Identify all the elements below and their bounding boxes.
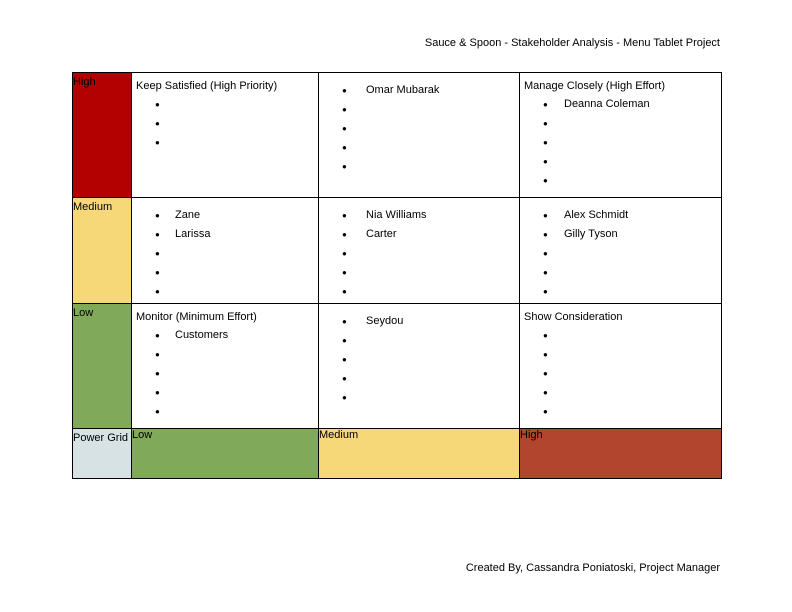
interest-label-high: High [73, 73, 132, 198]
power-grid-row [73, 429, 722, 479]
grid-row-medium [73, 198, 722, 304]
stakeholder-list-item [524, 345, 721, 364]
stakeholder-list-item [136, 133, 318, 152]
stakeholder-list-item [524, 152, 721, 171]
document-title: Sauce & Spoon - Stakeholder Analysis - Menu Tablet Project [424, 37, 720, 49]
grid-row-high [73, 73, 722, 198]
stakeholder-list [136, 326, 318, 421]
stakeholder-list-item [524, 383, 721, 402]
interest-label-low: Low [73, 304, 132, 429]
stakeholder-list [323, 206, 519, 301]
stakeholder-list-item: ● Gilly Tyson [524, 225, 721, 244]
stakeholder-list-item: ● Larissa [136, 225, 318, 244]
power-high-cell: High [520, 429, 722, 479]
stakeholder-list-item [323, 350, 519, 369]
stakeholder-list-item [524, 171, 721, 190]
stakeholder-list-item: ● Zane [136, 206, 318, 225]
stakeholder-list-item: ● Alex Schmidt [524, 206, 721, 225]
grid-cell [319, 198, 520, 304]
stakeholder-list-item [524, 364, 721, 383]
power-grid-label: Power Grid [73, 429, 132, 479]
stakeholder-list-item [136, 364, 318, 383]
stakeholder-list-item [136, 244, 318, 263]
document-footer: Created By, Cassandra Poniatoski, Project Manager [465, 562, 720, 574]
stakeholder-list-item [524, 133, 721, 152]
stakeholder-list [524, 95, 721, 190]
stakeholder-list-item [524, 263, 721, 282]
stakeholder-list-item: ● Customers [136, 326, 318, 345]
stakeholder-list-item [323, 244, 519, 263]
stakeholder-list-item [136, 345, 318, 364]
stakeholder-list-item: ● Carter [323, 225, 519, 244]
grid-cell [132, 304, 319, 429]
quadrant-title: Show Consideration [524, 311, 623, 323]
stakeholder-list-item: ● Omar Mubarak [323, 81, 519, 100]
interest-label-medium: Medium [73, 198, 132, 304]
stakeholder-list-item [323, 100, 519, 119]
stakeholder-list-item [136, 402, 318, 421]
stakeholder-list-item [136, 114, 318, 133]
stakeholder-list-item: ● Deanna Coleman [524, 95, 721, 114]
power-low-cell: Low [132, 429, 319, 479]
stakeholder-list [524, 206, 721, 301]
stakeholder-list-item [323, 119, 519, 138]
stakeholder-list [323, 81, 519, 176]
stakeholder-list-item [524, 244, 721, 263]
stakeholder-list-item [524, 282, 721, 301]
stakeholder-list-item [323, 138, 519, 157]
grid-cell [132, 198, 319, 304]
stakeholder-list-item [136, 282, 318, 301]
stakeholder-list-item [524, 326, 721, 345]
stakeholder-list-item [323, 388, 519, 407]
grid-cell [520, 73, 722, 198]
grid-cell [520, 198, 722, 304]
stakeholder-list-item [136, 95, 318, 114]
stakeholder-list [136, 206, 318, 301]
stakeholder-list-item: ● Nia Williams [323, 206, 519, 225]
grid-row-low [73, 304, 722, 429]
grid-cell [319, 304, 520, 429]
stakeholder-list [136, 95, 318, 152]
grid-cell [520, 304, 722, 429]
stakeholder-list-item [323, 157, 519, 176]
stakeholder-list [524, 326, 721, 421]
stakeholder-list-item [323, 331, 519, 350]
quadrant-title: Manage Closely (High Effort) [524, 80, 666, 92]
stakeholder-list-item [136, 383, 318, 402]
stakeholder-power-interest-grid [72, 72, 722, 479]
quadrant-title: Keep Satisfied (High Priority) [136, 80, 278, 92]
quadrant-title: Monitor (Minimum Effort) [136, 311, 257, 323]
grid-cell [132, 73, 319, 198]
power-medium-cell: Medium [319, 429, 520, 479]
stakeholder-list [323, 312, 519, 407]
stakeholder-list-item [524, 402, 721, 421]
stakeholder-list-item [323, 369, 519, 388]
stakeholder-list-item [136, 263, 318, 282]
grid-cell [319, 73, 520, 198]
stakeholder-list-item [323, 282, 519, 301]
stakeholder-list-item [323, 263, 519, 282]
stakeholder-list-item: ● Seydou [323, 312, 519, 331]
stakeholder-list-item [524, 114, 721, 133]
